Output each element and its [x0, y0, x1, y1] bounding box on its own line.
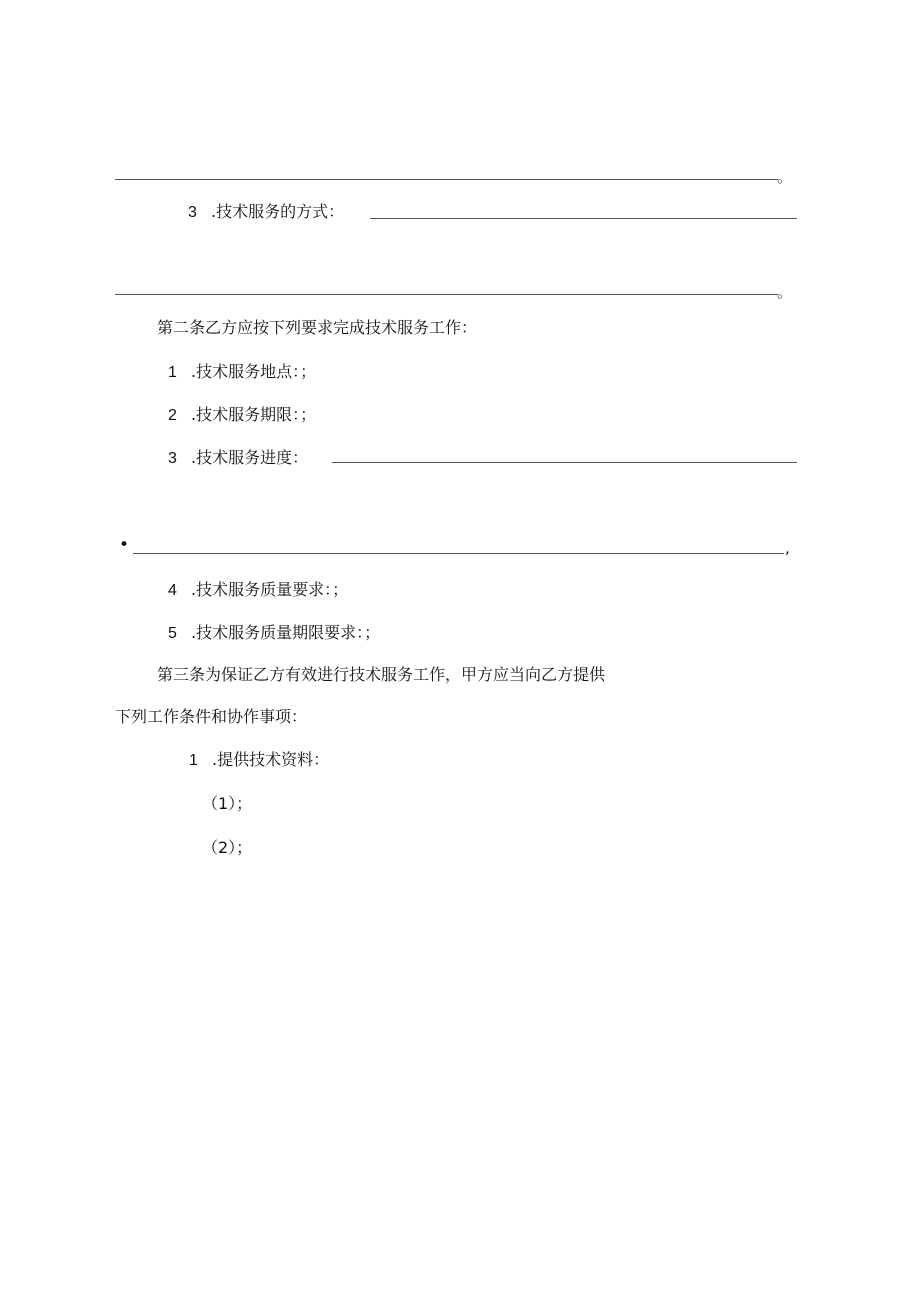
line-end-mark: 。: [777, 168, 793, 186]
service-progress-item: [168, 448, 308, 469]
item-number: 1: [189, 752, 198, 769]
article-3-line-2: 下列工作条件和协作事项：: [115, 707, 308, 726]
sub-item-1: （1）；: [202, 794, 253, 813]
item-label: .技术服务的方式：: [211, 202, 345, 221]
item-label: .技术服务期限：；: [191, 405, 317, 424]
item-label: .技术服务进度：: [191, 448, 309, 467]
service-location-item: [168, 362, 316, 383]
item-label: .技术服务质量要求：；: [191, 580, 349, 599]
line-end-mark: 。: [777, 283, 793, 301]
item-label: .技术服务质量期限要求：；: [191, 623, 381, 642]
article-3-line-1: 第三条为保证乙方有效进行技术服务工作，甲方应当向乙方提供: [157, 665, 606, 684]
service-progress-fill-line: [332, 462, 797, 463]
item-label: .提供技术资料：: [212, 750, 330, 769]
progress-continuation-fill-line: [133, 553, 784, 554]
blank-fill-line: [115, 179, 778, 180]
quality-requirement-item: [168, 580, 348, 601]
quality-period-item: [168, 623, 380, 644]
item-label: .技术服务地点：；: [191, 362, 317, 381]
blank-fill-line: [115, 294, 778, 295]
sub-item-2: （2）；: [202, 838, 253, 857]
item-number: 4: [168, 582, 177, 599]
bullet-mark: •: [119, 535, 130, 555]
item-number: 3: [168, 450, 177, 467]
service-period-item: [168, 405, 316, 426]
line-end-mark: ,: [785, 539, 790, 557]
item-number: 3: [188, 204, 197, 221]
item-number: 1: [168, 364, 177, 381]
technical-materials-item: [189, 750, 329, 771]
item-number: 5: [168, 625, 177, 642]
article-2-heading: 第二条乙方应按下列要求完成技术服务工作：: [157, 318, 478, 337]
item-number: 2: [168, 407, 177, 424]
service-method-item: [188, 202, 344, 223]
service-method-fill-line: [370, 218, 797, 219]
